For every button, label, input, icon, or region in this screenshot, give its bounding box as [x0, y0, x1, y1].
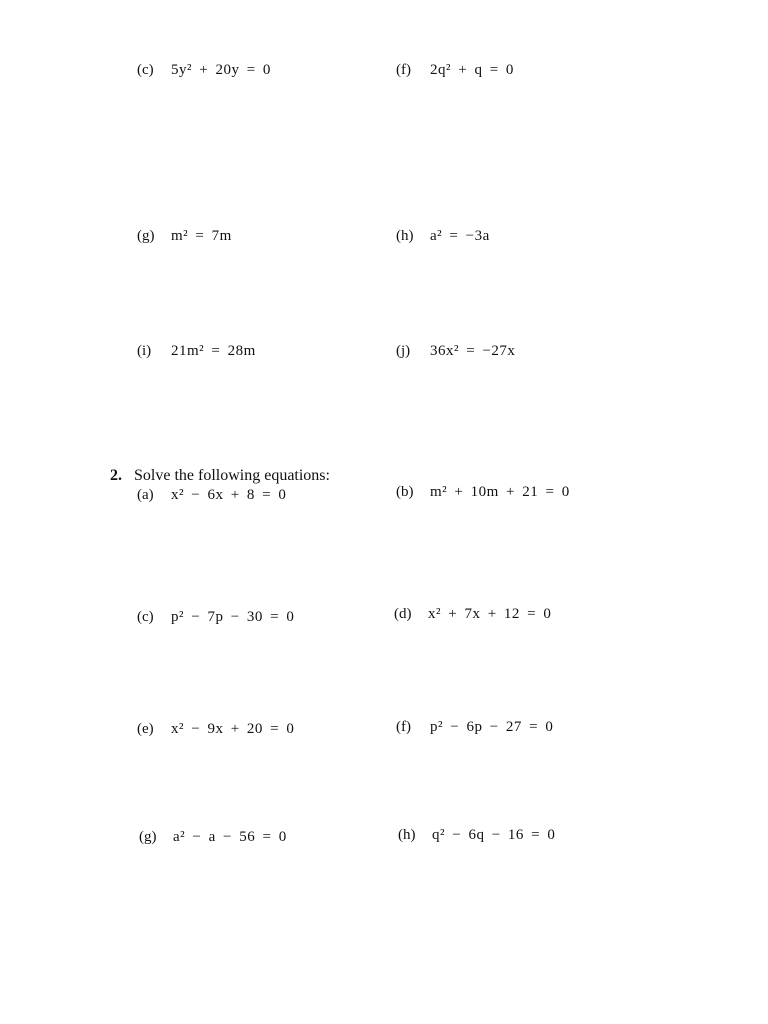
- problem-1j: [396, 343, 515, 360]
- problem-label: (d): [394, 606, 412, 622]
- problem-2a: [137, 487, 286, 504]
- equation: p² − 7p − 30 = 0: [171, 609, 295, 625]
- problem-label: (e): [137, 721, 154, 737]
- problem-label: (a): [137, 487, 154, 503]
- problem-label: (c): [137, 609, 154, 625]
- problem-label: (b): [396, 484, 414, 500]
- problem-2h: [398, 827, 555, 844]
- problem-1i: [137, 343, 256, 360]
- problem-2d: [394, 606, 551, 623]
- equation: 5y² + 20y = 0: [171, 62, 271, 78]
- problem-1h: [396, 228, 490, 245]
- equation: m² = 7m: [171, 228, 232, 244]
- problem-label: (f): [396, 62, 411, 78]
- equation: a² − a − 56 = 0: [173, 829, 287, 845]
- problem-label: (g): [137, 228, 155, 244]
- equation: x² − 6x + 8 = 0: [171, 487, 287, 503]
- problem-label: (c): [137, 62, 154, 78]
- problem-label: (h): [396, 228, 414, 244]
- equation: x² − 9x + 20 = 0: [171, 721, 295, 737]
- problem-label: (h): [398, 827, 416, 843]
- equation: p² − 6p − 27 = 0: [430, 719, 554, 735]
- problem-label: (g): [139, 829, 157, 845]
- problem-2c: [137, 609, 294, 626]
- problem-2b: [396, 484, 570, 501]
- equation: m² + 10m + 21 = 0: [430, 484, 570, 500]
- equation: x² + 7x + 12 = 0: [428, 606, 552, 622]
- equation: 21m² = 28m: [171, 343, 256, 359]
- problem-1g: [137, 228, 232, 245]
- section-heading: [110, 467, 330, 485]
- problem-1c: [137, 62, 271, 79]
- section-instruction: Solve the following equations:: [134, 467, 330, 484]
- section-number: 2.: [110, 467, 122, 484]
- equation: a² = −3a: [430, 228, 490, 244]
- equation: 36x² = −27x: [430, 343, 516, 359]
- equation: 2q² + q = 0: [430, 62, 514, 78]
- problem-label: (f): [396, 719, 411, 735]
- problem-1f: [396, 62, 514, 79]
- equation: q² − 6q − 16 = 0: [432, 827, 556, 843]
- problem-label: (j): [396, 343, 411, 359]
- problem-label: (i): [137, 343, 152, 359]
- problem-2e: [137, 721, 294, 738]
- problem-2g: [139, 829, 287, 846]
- problem-2f: [396, 719, 553, 736]
